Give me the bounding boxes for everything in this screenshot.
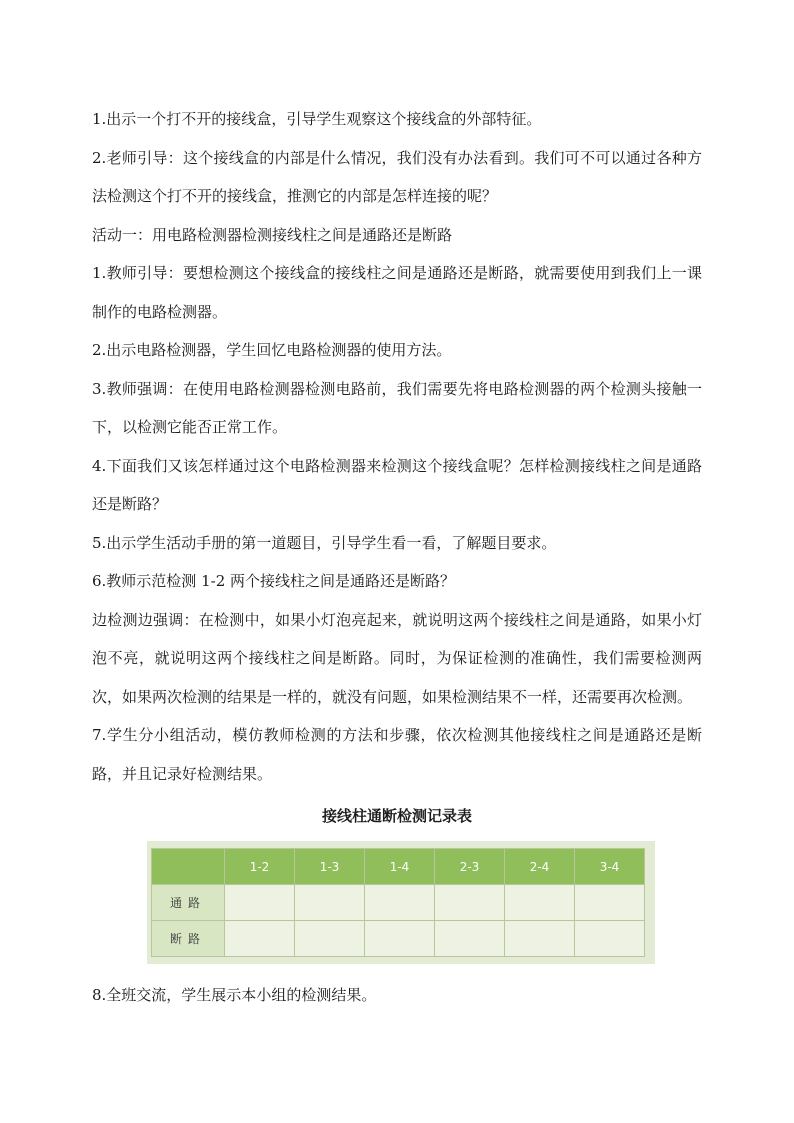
table-cell[interactable] <box>225 921 295 957</box>
table-cell[interactable] <box>435 885 505 921</box>
paragraph: 2.出示电路检测器，学生回忆电路检测器的使用方法。 <box>92 341 452 359</box>
record-table <box>151 848 645 957</box>
table-cell[interactable] <box>225 885 295 921</box>
table-cell[interactable] <box>435 921 505 957</box>
paragraph: 8.全班交流，学生展示本小组的检测结果。 <box>92 986 377 1004</box>
table-title: 接线柱通断检测记录表 <box>321 807 472 825</box>
paragraph: 5.出示学生活动手册的第一道题目，引导学生看一看，了解题目要求。 <box>92 533 557 552</box>
table-corner-cell <box>152 849 225 885</box>
table-row <box>152 885 645 921</box>
record-table-container <box>147 841 655 964</box>
column-header: 1-3 <box>295 849 365 885</box>
paragraph: 1.出示一个打不开的接线盒，引导学生观察这个接线盒的外部特征。 <box>92 110 542 128</box>
table-cell[interactable] <box>295 885 365 921</box>
paragraph: 3.教师强调：在使用电路检测器检测电路前，我们需要先将电路检测器的两个检测头接触一下，以检测它能否正常工作。 <box>92 379 702 436</box>
paragraph: 边检测边强调：在检测中，如果小灯泡亮起来，就说明这两个接线柱之间是通路，如果小灯泡不亮，就说明这两个接线柱之间是断路。同时，为保证检测的准确性，我们需要检测两次，如果两次检测的结果是一样的，就没有问题，如果检测结果不一样，还需要再次检测。 <box>92 610 702 706</box>
table-cell[interactable] <box>575 921 645 957</box>
column-header: 2-4 <box>505 849 575 885</box>
paragraph: 2.老师引导：这个接线盒的内部是什么情况，我们没有办法看到。我们可不可以通过各种方法检测这个打不开的接线盒，推测它的内部是怎样连接的呢？ <box>92 148 702 205</box>
section-heading: 活动一：用电路检测器检测接线柱之间是通路还是断路 <box>92 225 453 244</box>
table-header-row <box>152 849 645 885</box>
column-header: 2-3 <box>435 849 505 885</box>
row-label: 断路 <box>152 921 225 957</box>
table-cell[interactable] <box>575 885 645 921</box>
paragraph: 6.教师示范检测 1-2 两个接线柱之间是通路还是断路？ <box>92 572 456 590</box>
document-page <box>92 100 702 1015</box>
column-header: 1-2 <box>225 849 295 885</box>
paragraph: 4.下面我们又该怎样通过这个电路检测器来检测这个接线盒呢？怎样检测接线柱之间是通路还是断路？ <box>92 456 702 513</box>
table-cell[interactable] <box>365 885 435 921</box>
column-header: 1-4 <box>365 849 435 885</box>
row-label: 通路 <box>152 885 225 921</box>
table-cell[interactable] <box>295 921 365 957</box>
column-header: 3-4 <box>575 849 645 885</box>
paragraph: 7.学生分小组活动，模仿教师检测的方法和步骤，依次检测其他接线柱之间是通路还是断路，并且记录好检测结果。 <box>92 726 702 783</box>
paragraph: 1.教师引导：要想检测这个接线盒的接线柱之间是通路还是断路，就需要使用到我们上一课制作的电路检测器。 <box>92 264 702 321</box>
table-cell[interactable] <box>365 921 435 957</box>
table-cell[interactable] <box>505 885 575 921</box>
table-cell[interactable] <box>505 921 575 957</box>
table-row <box>152 921 645 957</box>
